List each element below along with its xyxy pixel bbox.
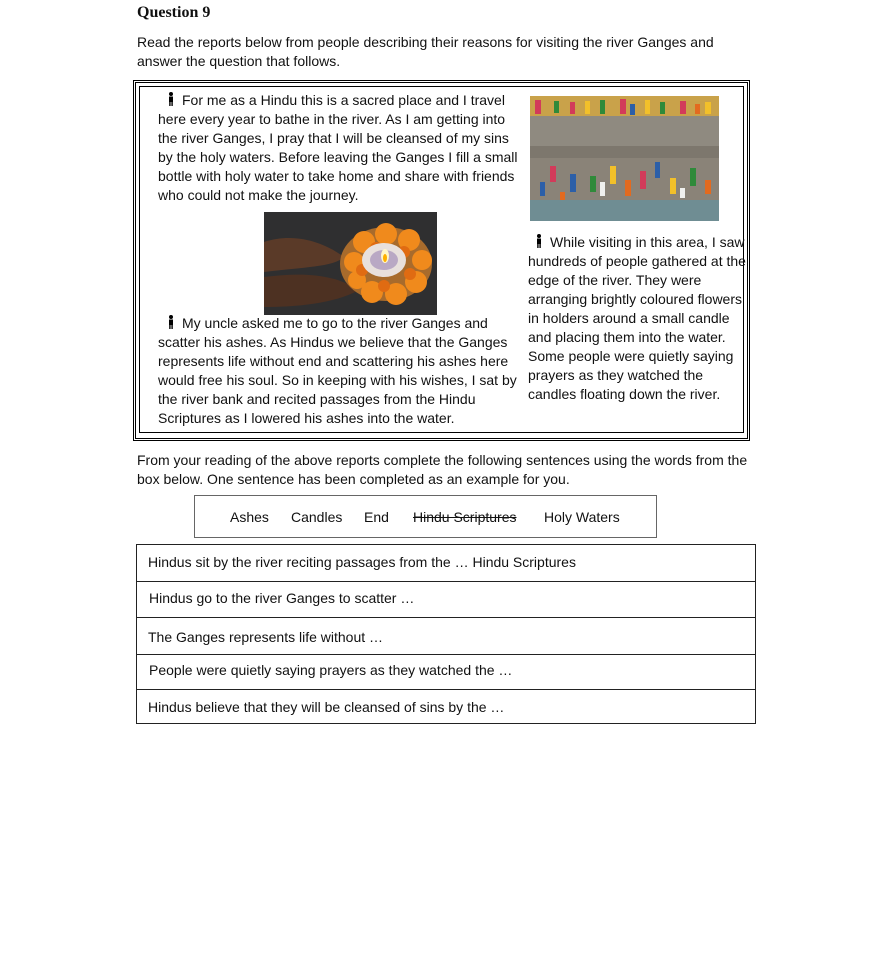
sentence-text: Hindus sit by the river reciting passages from the … Hindu Scriptures bbox=[148, 554, 576, 570]
sentence-text: Hindus believe that they will be cleansed of sins by the … bbox=[148, 699, 505, 715]
instructions-text: From your reading of the above reports complete the following sentences using the words from the box below. One sentence has been completed as an example for you. bbox=[137, 452, 748, 487]
sentence-row bbox=[137, 654, 755, 689]
ghats-crowd-photo bbox=[530, 96, 719, 221]
sentence-row bbox=[137, 545, 755, 581]
word-holy-waters: Holy Waters bbox=[544, 509, 620, 525]
sentence-row bbox=[137, 617, 755, 654]
report-visitor bbox=[528, 233, 746, 404]
sentence-row bbox=[137, 581, 755, 617]
word-candles: Candles bbox=[291, 509, 343, 525]
person-icon bbox=[166, 92, 176, 106]
sentence-text: The Ganges represents life without … bbox=[148, 629, 384, 645]
word-ashes: Ashes bbox=[230, 509, 269, 525]
report-hindu-pilgrim-text: For me as a Hindu this is a sacred place and I travel here every year to bathe in the river. As I am getting into the river Ganges, I pray that I will be cleansed of my sins by the holy waters. Before leaving the Ganges I fill a small bottle with holy water to take home and share with friends who could not make the journey. bbox=[158, 92, 518, 203]
sentence-row bbox=[137, 689, 755, 723]
person-icon bbox=[166, 315, 176, 329]
word-hindu-scriptures: Hindu Scriptures bbox=[413, 509, 517, 525]
candle-offering-photo bbox=[264, 212, 437, 315]
intro-text: Read the reports below from people describing their reasons for visiting the river Ganges and answer the question that follows. bbox=[137, 34, 714, 69]
sentence-text: People were quietly saying prayers as they watched the … bbox=[149, 662, 513, 678]
report-visitor-text: While visiting in this area, I saw hundreds of people gathered at the edge of the river. They were arranging brightly coloured flowers in holders around a small candle and placing them into the water. Some people were quietly saying prayers as they watched the candles floating down the river. bbox=[528, 234, 746, 402]
report-uncle-ashes bbox=[158, 314, 524, 428]
report-hindu-pilgrim bbox=[158, 91, 518, 205]
person-icon bbox=[534, 234, 544, 248]
word-end: End bbox=[364, 509, 389, 525]
sentence-text: Hindus go to the river Ganges to scatter … bbox=[149, 590, 415, 606]
sentences-table bbox=[136, 544, 756, 724]
report-uncle-ashes-text: My uncle asked me to go to the river Ganges and scatter his ashes. As Hindus we believe that the Ganges represents life without end and scattering his ashes here would free his soul. So in keeping with his wishes, I sat by the river bank and recited passages from the Hindu Scriptures as I lowered his ashes into the water. bbox=[158, 315, 517, 426]
question-heading: Question 9 bbox=[137, 4, 211, 21]
